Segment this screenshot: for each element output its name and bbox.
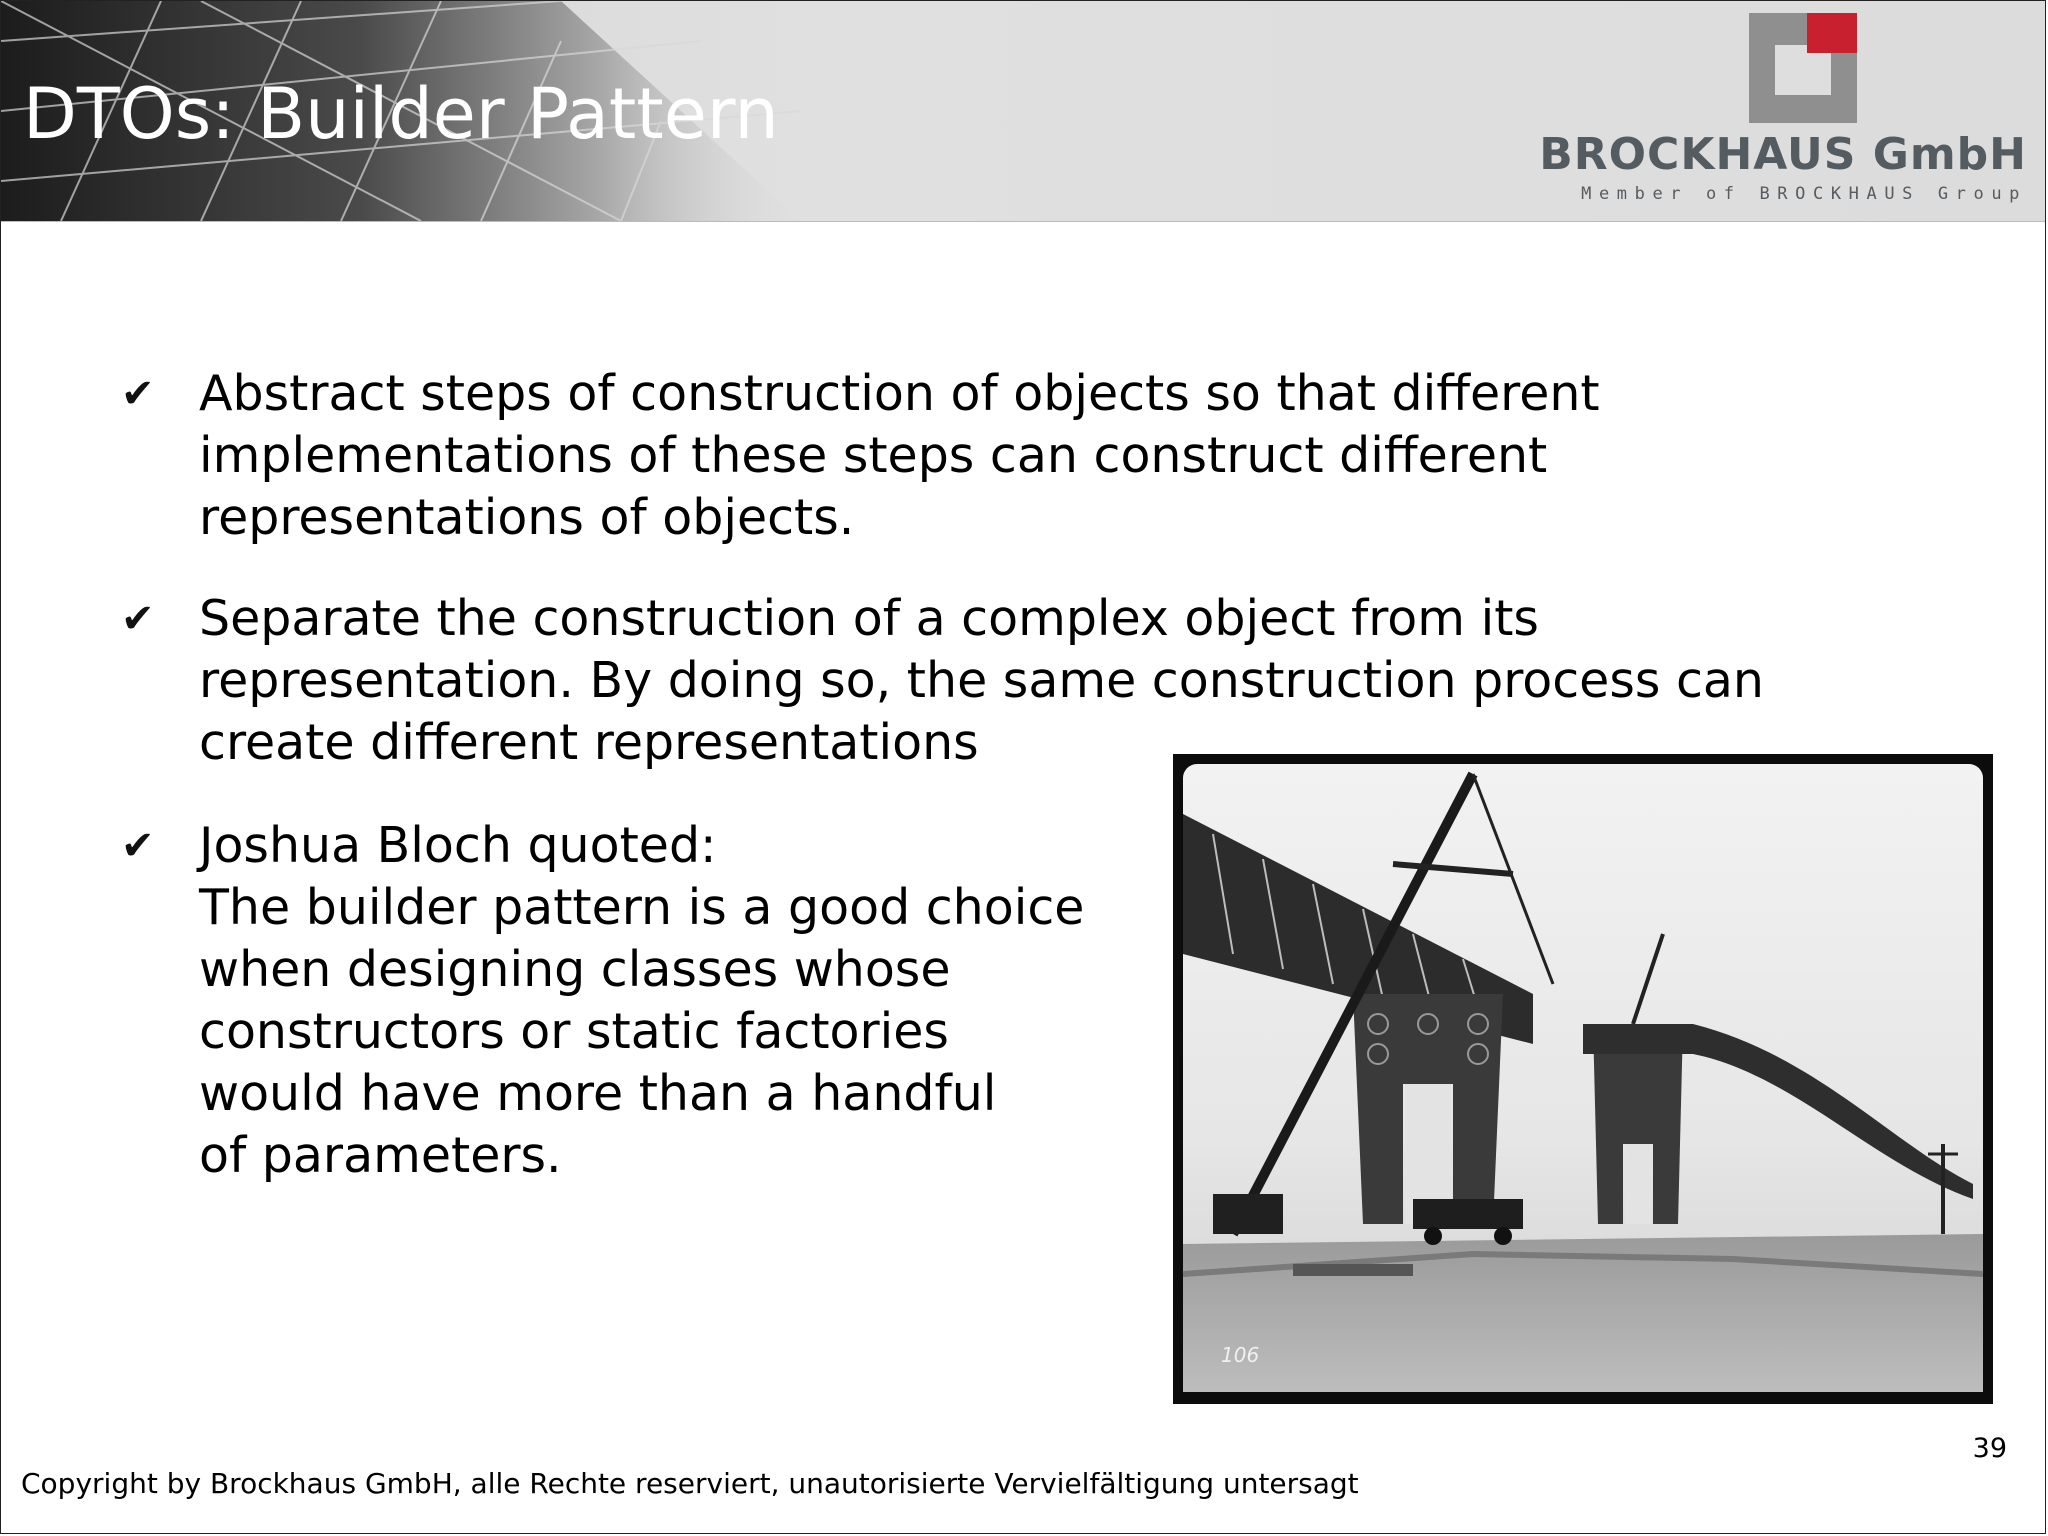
- bullet-line: representations of objects.: [199, 489, 855, 546]
- bullet-line: Separate the construction of a complex object from its: [199, 590, 1539, 647]
- logo-company-name: BROCKHAUS GmbH: [1539, 129, 2027, 180]
- bullet-line: create different representations: [199, 714, 979, 771]
- photo-mark: 106: [1221, 1343, 1260, 1367]
- brockhaus-logo-icon: [1749, 13, 1857, 123]
- page-number: 39: [1972, 1433, 2007, 1464]
- slide-header: [1, 1, 2045, 222]
- slide-title: DTOs: Builder Pattern: [23, 73, 779, 155]
- checkmark-icon: ✔: [121, 371, 155, 417]
- checkmark-icon: ✔: [121, 596, 155, 642]
- bullet-line: The builder pattern is a good choice: [199, 879, 1085, 936]
- checkmark-icon: ✔: [121, 823, 155, 869]
- logo-subtitle: Member of BROCKHAUS Group: [1581, 184, 2027, 204]
- bridge-construction-photo: [1173, 754, 1993, 1404]
- bullet-line: implementations of these steps can construct different: [199, 427, 1548, 484]
- bullet-line: Abstract steps of construction of objects so that different: [199, 365, 1600, 422]
- copyright-footer: Copyright by Brockhaus GmbH, alle Rechte reserviert, unautorisierte Vervielfältigung untersagt: [21, 1467, 1359, 1500]
- bullet-line: representation. By doing so, the same construction process can: [199, 652, 1764, 709]
- bullet-line: Joshua Bloch quoted:: [199, 817, 717, 874]
- bullet-text: [199, 815, 1084, 1187]
- bullet-text: [199, 588, 1764, 774]
- bullet-line: would have more than a handful: [199, 1065, 997, 1122]
- bullet-line: of parameters.: [199, 1127, 562, 1184]
- bullet-line: when designing classes whose: [199, 941, 951, 998]
- bullet-line: constructors or static factories: [199, 1003, 949, 1060]
- bullet-text: [199, 363, 1600, 549]
